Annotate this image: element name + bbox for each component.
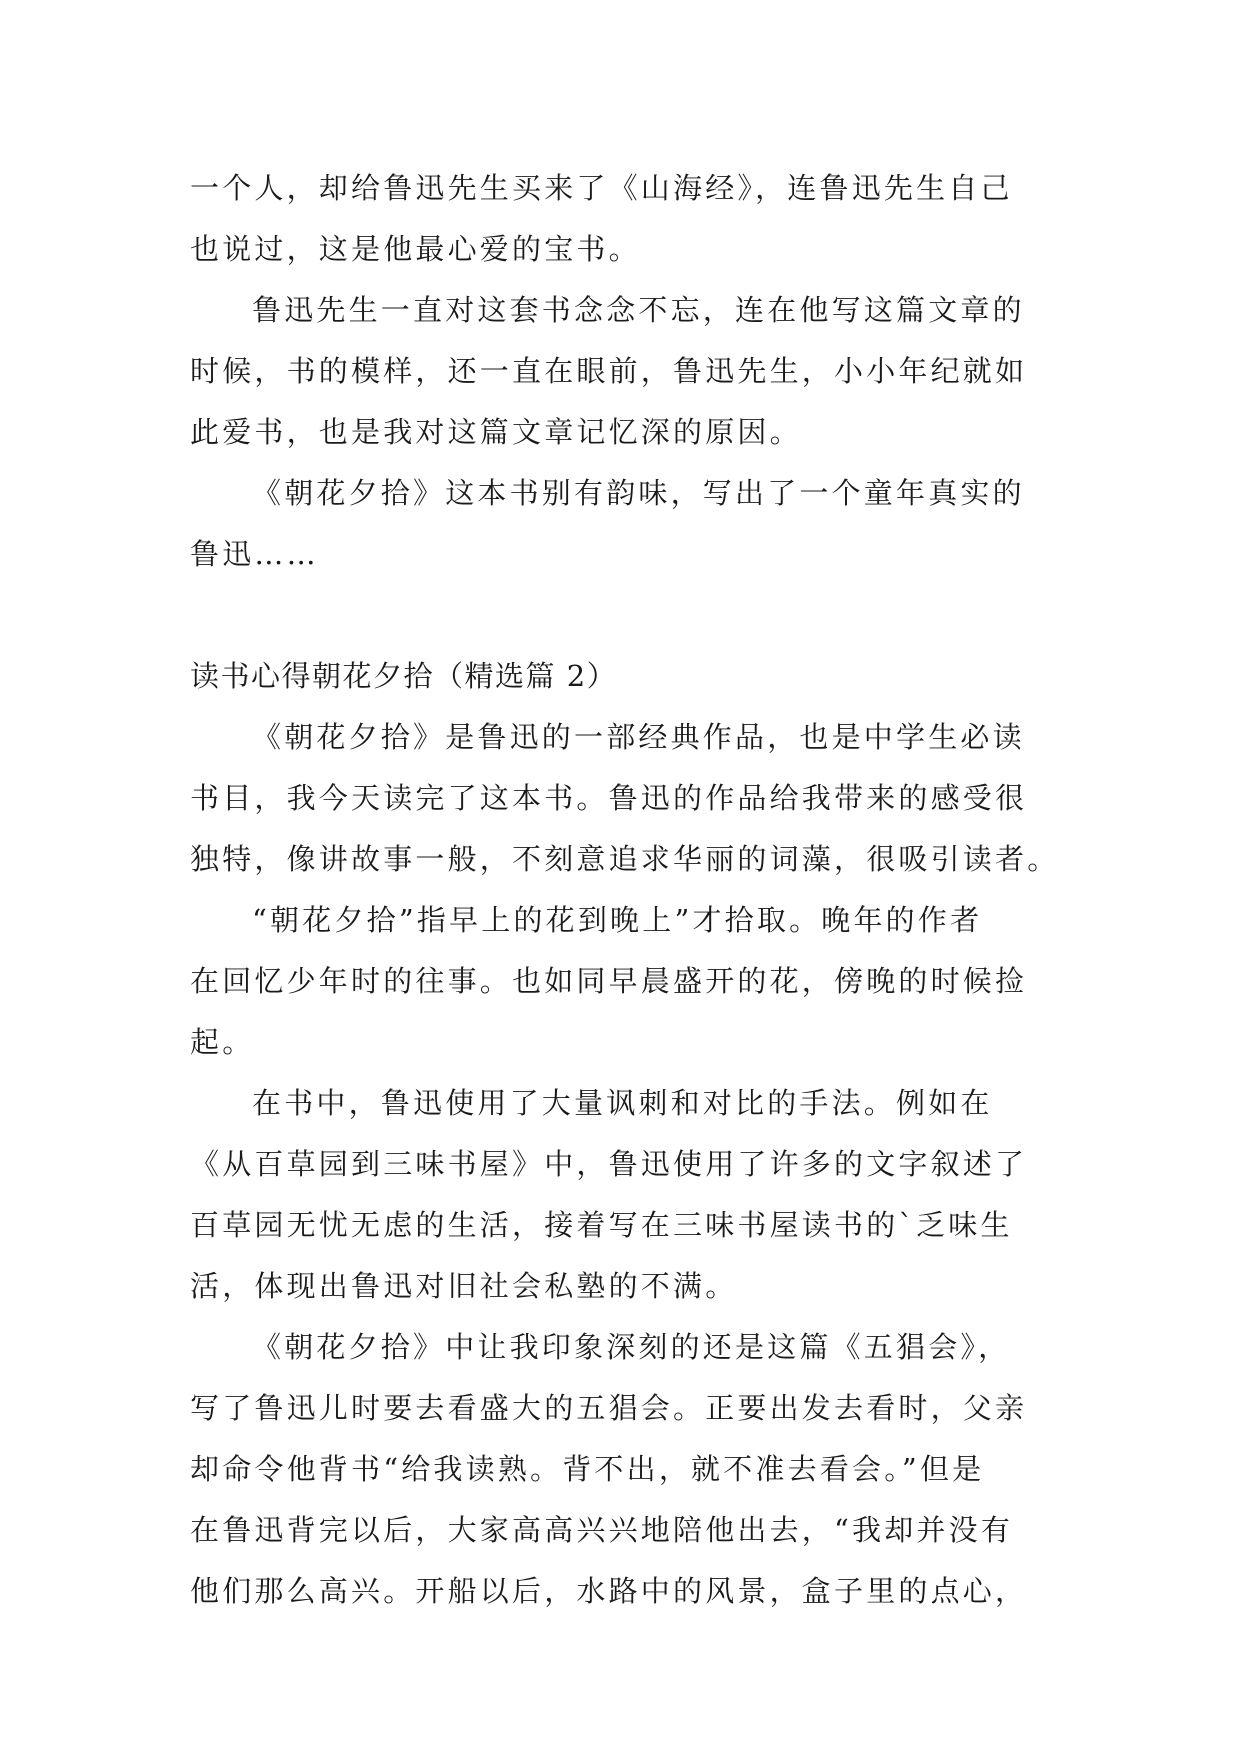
text-line: 百草园无忧无虑的生活，接着写在三味书屋读书的`乏味生	[190, 1208, 1013, 1242]
paragraph-start: 鲁迅先生一直对这套书念念不忘，连在他写这篇文章的	[252, 293, 1025, 327]
text-line: 起。	[190, 1025, 255, 1059]
document-body	[190, 158, 1060, 1622]
text-line: 书目，我今天读完了这本书。鲁迅的作品给我带来的感受很	[190, 781, 1028, 815]
paragraph-start: 《朝花夕拾》中让我印象深刻的还是这篇《五猖会》，	[252, 1330, 1011, 1364]
text-line: 他们那么高兴。开船以后，水路中的风景，盒子里的点心，	[190, 1574, 1028, 1608]
text-line: 《从百草园到三味书屋》中，鲁迅使用了许多的文字叙述了	[190, 1147, 1028, 1181]
paragraph-start: 在书中，鲁迅使用了大量讽刺和对比的手法。例如在	[252, 1086, 993, 1120]
text-line: 时候，书的模样，还一直在眼前，鲁迅先生，小小年纪就如	[190, 354, 1028, 388]
text-line: 鲁迅……	[190, 537, 319, 571]
text-line: 写了鲁迅儿时要去看盛大的五猖会。正要出发去看时，父亲	[190, 1391, 1028, 1425]
paragraph-start: “朝花夕拾”指早上的花到晚上”才拾取。晚年的作者	[252, 903, 983, 937]
text-line: 独特，像讲故事一般，不刻意追求华丽的词藻，很吸引读者。	[190, 842, 1060, 876]
paragraph-start: 《朝花夕拾》是鲁迅的一部经典作品，也是中学生必读	[252, 720, 1025, 754]
section-heading: 读书心得朝花夕拾（精选篇 2）	[190, 659, 618, 693]
paragraph-start: 《朝花夕拾》这本书别有韵味，写出了一个童年真实的	[252, 476, 1025, 510]
section-gap	[190, 585, 1050, 646]
text-line: 在鲁迅背完以后，大家高高兴兴地陪他出去，“我却并没有	[190, 1513, 1014, 1547]
text-line: 却命令他背书“给我读熟。背不出，就不准去看会。”但是	[190, 1452, 985, 1486]
text-line: 一个人，却给鲁迅先生买来了《山海经》，连鲁迅先生自己	[190, 171, 1013, 205]
text-line: 活，体现出鲁迅对旧社会私塾的不满。	[190, 1269, 738, 1303]
text-line: 也说过，这是他最心爱的宝书。	[190, 232, 641, 266]
text-line: 此爱书，也是我对这篇文章记忆深的原因。	[190, 415, 802, 449]
text-line: 在回忆少年时的往事。也如同早晨盛开的花，傍晚的时候捡	[190, 964, 1028, 998]
